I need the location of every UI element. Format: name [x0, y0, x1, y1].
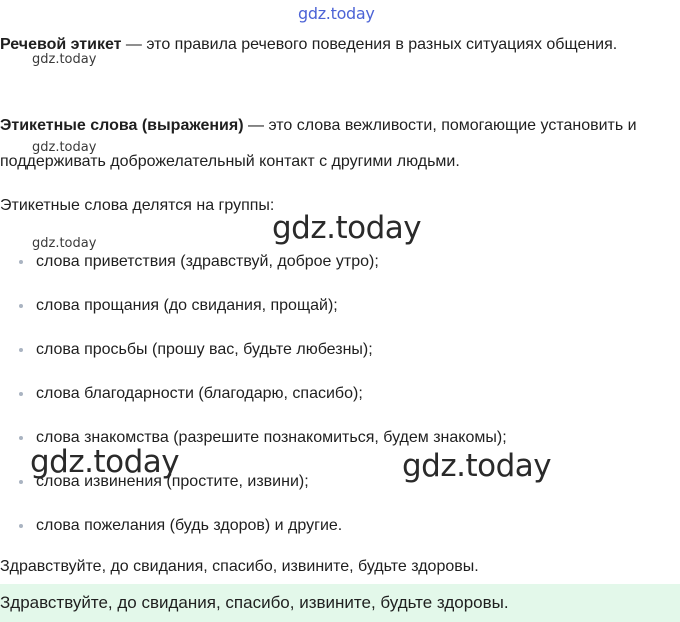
bullet-icon	[19, 392, 23, 396]
bullet-icon	[19, 260, 23, 264]
bullet-icon	[19, 524, 23, 528]
watermark-small: gdz.today	[32, 52, 97, 67]
bullet-icon	[19, 348, 23, 352]
list-item	[0, 508, 670, 552]
groups-intro: Этикетные слова делятся на группы:	[0, 197, 275, 214]
list-item-text: слова пожелания (будь здоров) и другие.	[36, 517, 343, 534]
list-item-text: слова просьбы (прошу вас, будьте любезны);	[36, 341, 373, 358]
answer-text: Здравствуйте, до свидания, спасибо, извините, будьте здоровы.	[0, 558, 479, 575]
bullet-icon	[19, 480, 23, 484]
list-item	[0, 244, 670, 288]
list-item-text: слова прощания (до свидания, прощай);	[36, 297, 338, 314]
groups-list	[0, 244, 670, 552]
definition-text: — это слова вежливости, помогающие установить и поддерживать доброжелательный контакт с другими людьми.	[0, 117, 637, 170]
list-item	[0, 332, 670, 376]
answer-highlight: Здравствуйте, до свидания, спасибо, извините, будьте здоровы.	[0, 584, 680, 622]
list-item	[0, 288, 670, 332]
definition-text: — это правила речевого поведения в разных ситуациях общения.	[121, 36, 618, 53]
term-speech-etiquette: Речевой этикет	[0, 36, 122, 53]
term-etiquette-words: Этикетные слова (выражения)	[0, 117, 244, 134]
list-item-text: слова знакомства (разрешите познакомиться, будем знакомы);	[36, 429, 507, 446]
watermark-small: gdz.today	[32, 236, 97, 251]
list-item-text: слова извинения (простите, извини);	[36, 473, 309, 490]
bullet-icon	[19, 436, 23, 440]
definition-etiquette-words	[0, 108, 670, 180]
watermark-small: gdz.today	[32, 140, 97, 155]
watermark-large: gdz.today	[30, 444, 180, 480]
definition-speech-etiquette	[0, 27, 670, 63]
list-item-text: слова благодарности (благодарю, спасибо);	[36, 385, 363, 402]
list-item-text: слова приветствия (здравствуй, доброе утро);	[36, 253, 379, 270]
watermark-large: gdz.today	[272, 210, 422, 246]
bullet-icon	[19, 304, 23, 308]
watermark-large: gdz.today	[402, 448, 552, 484]
watermark-top: gdz.today	[298, 4, 375, 23]
list-item	[0, 376, 670, 420]
